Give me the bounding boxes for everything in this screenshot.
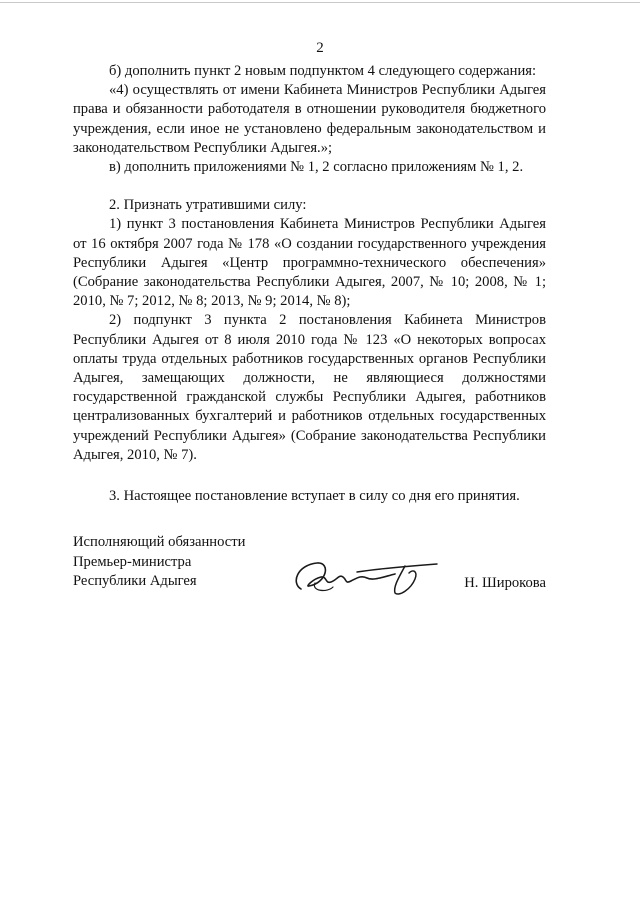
paragraph-repeal-2: 2) подпункт 3 пункта 2 постановления Кабинета Министров Республики Адыгея от 8 июля 2010 года № 123 «О некоторых вопросах оплаты труда отдельных работников государственных органов Республики Адыгея, замещающих должности, не являющиеся должностями государственной гражданской службы Республики Адыгея, работников централизованных бухгалтерий и работников отдельных государственных учреждений Республики Адыгея» (Собрание законодательства Республики Адыгея, 2010, № 7). <box>73 312 546 463</box>
paragraph-section-2: 2. Признать утратившими силу: <box>109 197 307 214</box>
signer-title <box>73 533 245 592</box>
signer-title-line-1: Исполняющий обязанности <box>73 534 246 550</box>
paragraph-amendment-v: в) дополнить приложениями № 1, 2 согласно приложениям № 1, 2. <box>109 159 524 176</box>
signer-title-line-3: Республики Адыгея <box>73 573 197 589</box>
scan-edge-line <box>0 2 640 3</box>
signer-name: Н. Широкова <box>464 575 546 591</box>
paragraph-repeal-1: 1) пункт 3 постановления Кабинета Министров Республики Адыгея от 16 октября 2007 года № 178 «О создании государственного учреждения Республики Адыгея «Центр программно-технического обеспечения» (Собрание законодательства Республики Адыгея, 2007, № 10; 2008, № 1; 2010, № 7; 2012, № 8; 2013, № 9; 2014, № 8); <box>73 216 546 310</box>
document-body <box>73 62 546 506</box>
paragraph-subitem-4: «4) осуществлять от имени Кабинета Министров Республики Адыгея права и обязанности работодателя в отношении руководителя бюджетного учреждения, если иное не установлено федеральным законодательством и законодательством Республики Адыгея.»; <box>73 82 546 156</box>
paragraph-amendment-b: б) дополнить пункт 2 новым подпунктом 4 следующего содержания: <box>109 63 537 79</box>
handwritten-signature <box>287 553 457 603</box>
page-number: 2 <box>316 40 324 56</box>
signer-title-line-2: Премьер-министра <box>73 553 192 570</box>
signature-block <box>73 533 546 613</box>
paragraph-section-3: 3. Настоящее постановление вступает в силу со дня его принятия. <box>109 488 520 505</box>
